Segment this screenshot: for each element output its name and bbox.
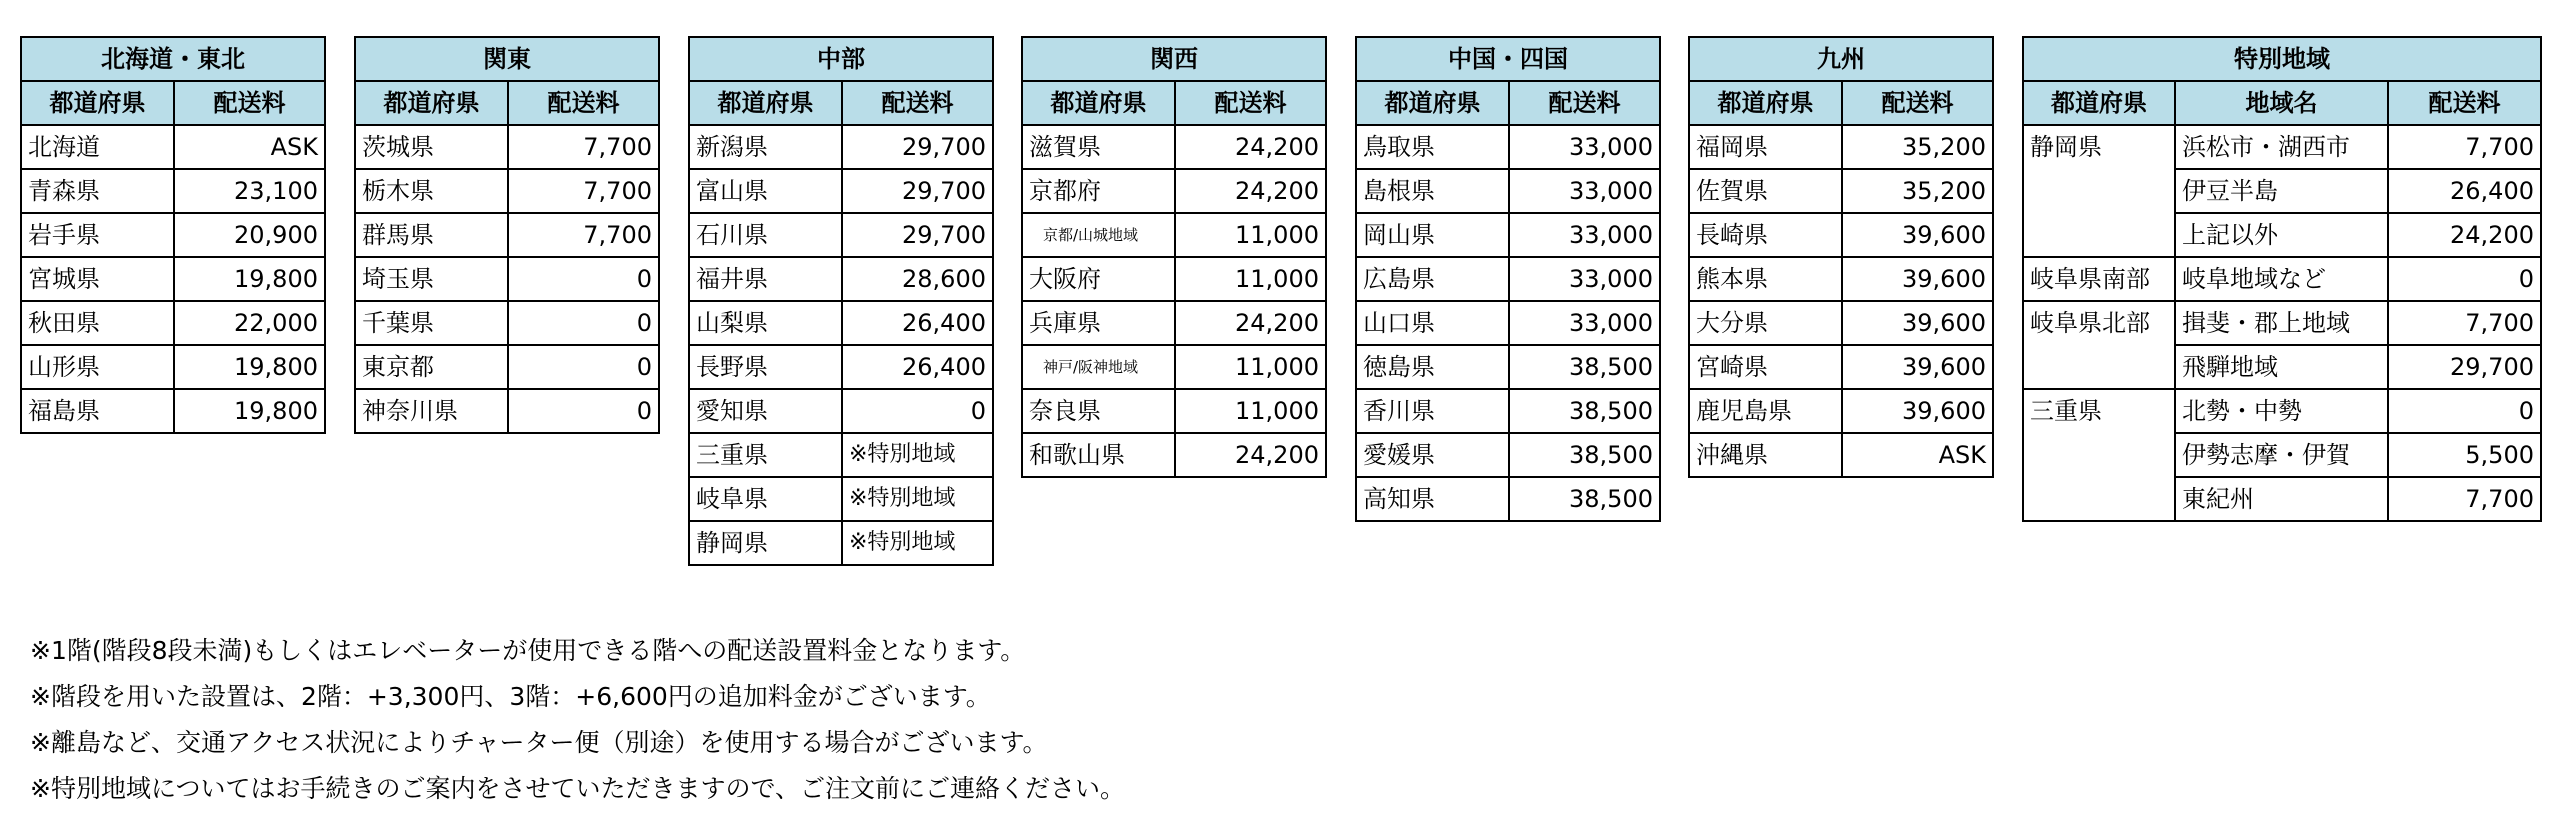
area-name-cell: 揖斐・郡上地域 bbox=[2175, 301, 2388, 345]
table-row bbox=[1689, 257, 1993, 301]
table-row bbox=[2023, 389, 2541, 433]
table-row bbox=[1356, 389, 1660, 433]
fee-cell: 0 bbox=[508, 301, 659, 345]
prefecture-cell: 山梨県 bbox=[689, 301, 842, 345]
prefecture-cell: 富山県 bbox=[689, 169, 842, 213]
table-row bbox=[689, 169, 993, 213]
fee-cell: 38,500 bbox=[1509, 345, 1660, 389]
prefecture-cell: 大分県 bbox=[1689, 301, 1842, 345]
fee-cell: 24,200 bbox=[2388, 213, 2541, 257]
column-header-prefecture: 都道府県 bbox=[1022, 81, 1175, 125]
prefecture-cell: 宮城県 bbox=[21, 257, 174, 301]
fee-cell: 39,600 bbox=[1842, 257, 1993, 301]
fee-cell: 0 bbox=[2388, 257, 2541, 301]
note-line: ※階段を用いた設置は、2階：+3,300円、3階：+6,600円の追加料金がございます。 bbox=[30, 682, 991, 711]
region-title: 特別地域 bbox=[2023, 37, 2541, 81]
fee-cell: 7,700 bbox=[2388, 477, 2541, 521]
fee-cell: 33,000 bbox=[1509, 169, 1660, 213]
fee-cell: 38,500 bbox=[1509, 389, 1660, 433]
prefecture-cell: 千葉県 bbox=[355, 301, 508, 345]
prefecture-cell: 福島県 bbox=[21, 389, 174, 433]
region-table-kansai bbox=[1021, 36, 1327, 478]
fee-cell: 0 bbox=[2388, 389, 2541, 433]
table-row bbox=[2023, 345, 2541, 389]
table-row bbox=[21, 345, 325, 389]
prefecture-cell: 三重県 bbox=[2023, 389, 2175, 433]
fee-cell: 11,000 bbox=[1175, 257, 1326, 301]
area-name-cell: 北勢・中勢 bbox=[2175, 389, 2388, 433]
table-row bbox=[1689, 125, 1993, 169]
table-row bbox=[1022, 433, 1326, 477]
table-row bbox=[1689, 345, 1993, 389]
fee-cell: 19,800 bbox=[174, 257, 325, 301]
fee-cell: 11,000 bbox=[1175, 389, 1326, 433]
table-row bbox=[1022, 389, 1326, 433]
table-row bbox=[21, 213, 325, 257]
fee-cell: 24,200 bbox=[1175, 433, 1326, 477]
prefecture-cell: 熊本県 bbox=[1689, 257, 1842, 301]
fee-cell: 33,000 bbox=[1509, 257, 1660, 301]
prefecture-cell: 京都/山城地域 bbox=[1022, 213, 1175, 257]
prefecture-cell: 群馬県 bbox=[355, 213, 508, 257]
fee-cell: 29,700 bbox=[842, 213, 993, 257]
prefecture-cell: 京都府 bbox=[1022, 169, 1175, 213]
table-row bbox=[355, 125, 659, 169]
table-row bbox=[1689, 169, 1993, 213]
table-row bbox=[21, 301, 325, 345]
table-row bbox=[2023, 433, 2541, 477]
fee-cell: ASK bbox=[1842, 433, 1993, 477]
fee-cell: 29,700 bbox=[842, 125, 993, 169]
prefecture-cell: 広島県 bbox=[1356, 257, 1509, 301]
fee-cell: 7,700 bbox=[2388, 125, 2541, 169]
table-row bbox=[355, 301, 659, 345]
region-title: 関西 bbox=[1022, 37, 1326, 81]
fee-cell: 39,600 bbox=[1842, 389, 1993, 433]
region-table-kanto bbox=[354, 36, 660, 434]
prefecture-cell: 神奈川県 bbox=[355, 389, 508, 433]
table-row bbox=[2023, 257, 2541, 301]
region-title: 九州 bbox=[1689, 37, 1993, 81]
table-row bbox=[1022, 345, 1326, 389]
prefecture-cell: 岩手県 bbox=[21, 213, 174, 257]
fee-cell: 23,100 bbox=[174, 169, 325, 213]
table-row bbox=[1022, 301, 1326, 345]
column-header-prefecture: 都道府県 bbox=[2023, 81, 2175, 125]
prefecture-cell bbox=[2023, 477, 2175, 521]
fee-cell: 26,400 bbox=[842, 301, 993, 345]
fee-cell: 7,700 bbox=[508, 169, 659, 213]
fee-cell: 7,700 bbox=[508, 213, 659, 257]
prefecture-cell: 埼玉県 bbox=[355, 257, 508, 301]
prefecture-cell bbox=[2023, 169, 2175, 213]
region-table-hokkaido-tohoku bbox=[20, 36, 326, 434]
table-row bbox=[1356, 257, 1660, 301]
prefecture-cell: 大阪府 bbox=[1022, 257, 1175, 301]
table-row bbox=[1356, 169, 1660, 213]
region-title: 関東 bbox=[355, 37, 659, 81]
fee-cell: 24,200 bbox=[1175, 169, 1326, 213]
fee-cell: 11,000 bbox=[1175, 345, 1326, 389]
prefecture-cell: 青森県 bbox=[21, 169, 174, 213]
table-row bbox=[21, 257, 325, 301]
fee-cell: 33,000 bbox=[1509, 301, 1660, 345]
prefecture-cell: 岐阜県北部 bbox=[2023, 301, 2175, 345]
table-row bbox=[21, 169, 325, 213]
prefecture-cell: 高知県 bbox=[1356, 477, 1509, 521]
prefecture-cell: 栃木県 bbox=[355, 169, 508, 213]
prefecture-cell: 沖縄県 bbox=[1689, 433, 1842, 477]
prefecture-cell: 愛知県 bbox=[689, 389, 842, 433]
prefecture-cell: 石川県 bbox=[689, 213, 842, 257]
prefecture-cell: 新潟県 bbox=[689, 125, 842, 169]
prefecture-cell bbox=[2023, 213, 2175, 257]
table-row bbox=[689, 521, 993, 565]
table-row bbox=[1356, 345, 1660, 389]
region-table-chugoku-shikoku bbox=[1355, 36, 1661, 522]
note-line: ※1階(階段8段未満)もしくはエレベーターが使用できる階への配送設置料金となります。 bbox=[30, 636, 1026, 665]
fee-cell: 0 bbox=[842, 389, 993, 433]
column-header-prefecture: 都道府県 bbox=[1356, 81, 1509, 125]
fee-cell: 19,800 bbox=[174, 389, 325, 433]
prefecture-cell: 山形県 bbox=[21, 345, 174, 389]
column-header-prefecture: 都道府県 bbox=[1689, 81, 1842, 125]
fee-cell: 33,000 bbox=[1509, 213, 1660, 257]
table-row bbox=[1689, 389, 1993, 433]
prefecture-cell: 和歌山県 bbox=[1022, 433, 1175, 477]
table-row bbox=[355, 213, 659, 257]
prefecture-cell: 長崎県 bbox=[1689, 213, 1842, 257]
table-row bbox=[689, 389, 993, 433]
table-row bbox=[1022, 125, 1326, 169]
area-name-cell: 浜松市・湖西市 bbox=[2175, 125, 2388, 169]
table-row bbox=[355, 169, 659, 213]
fee-cell: 24,200 bbox=[1175, 125, 1326, 169]
table-row bbox=[2023, 477, 2541, 521]
table-row bbox=[21, 125, 325, 169]
table-row bbox=[1689, 433, 1993, 477]
fee-cell: 24,200 bbox=[1175, 301, 1326, 345]
fee-cell: 7,700 bbox=[2388, 301, 2541, 345]
table-row bbox=[1356, 477, 1660, 521]
table-row bbox=[2023, 301, 2541, 345]
table-row bbox=[689, 301, 993, 345]
table-row bbox=[1022, 257, 1326, 301]
area-name-cell: 岐阜地域など bbox=[2175, 257, 2388, 301]
prefecture-cell: 三重県 bbox=[689, 433, 842, 477]
table-row bbox=[689, 433, 993, 477]
prefecture-cell: 静岡県 bbox=[689, 521, 842, 565]
column-header-fee: 配送料 bbox=[1842, 81, 1993, 125]
table-row bbox=[1356, 125, 1660, 169]
fee-cell: 29,700 bbox=[2388, 345, 2541, 389]
prefecture-cell: 北海道 bbox=[21, 125, 174, 169]
prefecture-cell: 佐賀県 bbox=[1689, 169, 1842, 213]
fee-cell: 26,400 bbox=[842, 345, 993, 389]
fee-cell: 35,200 bbox=[1842, 169, 1993, 213]
fee-cell: 38,500 bbox=[1509, 477, 1660, 521]
column-header-fee: 配送料 bbox=[2388, 81, 2541, 125]
region-title: 北海道・東北 bbox=[21, 37, 325, 81]
fee-cell: ※特別地域 bbox=[842, 433, 993, 477]
table-row bbox=[1356, 301, 1660, 345]
area-name-cell: 飛騨地域 bbox=[2175, 345, 2388, 389]
region-table-kyushu bbox=[1688, 36, 1994, 478]
prefecture-cell bbox=[2023, 433, 2175, 477]
prefecture-cell: 滋賀県 bbox=[1022, 125, 1175, 169]
prefecture-cell: 長野県 bbox=[689, 345, 842, 389]
fee-cell: 0 bbox=[508, 389, 659, 433]
fee-cell: ASK bbox=[174, 125, 325, 169]
prefecture-cell: 香川県 bbox=[1356, 389, 1509, 433]
area-name-cell: 上記以外 bbox=[2175, 213, 2388, 257]
fee-cell: 39,600 bbox=[1842, 345, 1993, 389]
fee-cell: 5,500 bbox=[2388, 433, 2541, 477]
table-row bbox=[689, 477, 993, 521]
region-title: 中部 bbox=[689, 37, 993, 81]
prefecture-cell: 秋田県 bbox=[21, 301, 174, 345]
fee-cell: 39,600 bbox=[1842, 213, 1993, 257]
prefecture-cell: 宮崎県 bbox=[1689, 345, 1842, 389]
prefecture-cell: 福井県 bbox=[689, 257, 842, 301]
fee-cell: 28,600 bbox=[842, 257, 993, 301]
column-header-prefecture: 都道府県 bbox=[355, 81, 508, 125]
table-row bbox=[1356, 213, 1660, 257]
column-header-area: 地域名 bbox=[2175, 81, 2388, 125]
region-title: 中国・四国 bbox=[1356, 37, 1660, 81]
fee-cell: 29,700 bbox=[842, 169, 993, 213]
fee-cell: 38,500 bbox=[1509, 433, 1660, 477]
prefecture-cell: 愛媛県 bbox=[1356, 433, 1509, 477]
table-row bbox=[355, 345, 659, 389]
prefecture-cell: 兵庫県 bbox=[1022, 301, 1175, 345]
column-header-fee: 配送料 bbox=[1175, 81, 1326, 125]
column-header-fee: 配送料 bbox=[508, 81, 659, 125]
fee-cell: 19,800 bbox=[174, 345, 325, 389]
fee-cell: 39,600 bbox=[1842, 301, 1993, 345]
table-row bbox=[689, 125, 993, 169]
table-row bbox=[21, 389, 325, 433]
table-row bbox=[1022, 213, 1326, 257]
table-row bbox=[689, 257, 993, 301]
prefecture-cell: 東京都 bbox=[355, 345, 508, 389]
prefecture-cell: 神戸/阪神地域 bbox=[1022, 345, 1175, 389]
fee-cell: ※特別地域 bbox=[842, 521, 993, 565]
area-name-cell: 伊豆半島 bbox=[2175, 169, 2388, 213]
table-row bbox=[1356, 433, 1660, 477]
fee-cell: 35,200 bbox=[1842, 125, 1993, 169]
table-row bbox=[1689, 213, 1993, 257]
table-row bbox=[355, 389, 659, 433]
column-header-prefecture: 都道府県 bbox=[21, 81, 174, 125]
column-header-fee: 配送料 bbox=[842, 81, 993, 125]
table-row bbox=[2023, 213, 2541, 257]
region-table-chubu bbox=[688, 36, 994, 566]
prefecture-cell: 奈良県 bbox=[1022, 389, 1175, 433]
fee-cell: 0 bbox=[508, 257, 659, 301]
table-row bbox=[689, 213, 993, 257]
table-row bbox=[2023, 169, 2541, 213]
area-name-cell: 伊勢志摩・伊賀 bbox=[2175, 433, 2388, 477]
fee-cell: 26,400 bbox=[2388, 169, 2541, 213]
area-name-cell: 東紀州 bbox=[2175, 477, 2388, 521]
prefecture-cell: 岐阜県 bbox=[689, 477, 842, 521]
prefecture-cell: 島根県 bbox=[1356, 169, 1509, 213]
fee-cell: 33,000 bbox=[1509, 125, 1660, 169]
column-header-fee: 配送料 bbox=[174, 81, 325, 125]
fee-cell: 11,000 bbox=[1175, 213, 1326, 257]
prefecture-cell: 鳥取県 bbox=[1356, 125, 1509, 169]
table-row bbox=[2023, 125, 2541, 169]
note-line: ※離島など、交通アクセス状況によりチャーター便（別途）を使用する場合がございます。 bbox=[30, 728, 1048, 757]
table-row bbox=[689, 345, 993, 389]
prefecture-cell: 鹿児島県 bbox=[1689, 389, 1842, 433]
prefecture-cell: 茨城県 bbox=[355, 125, 508, 169]
prefecture-cell bbox=[2023, 345, 2175, 389]
prefecture-cell: 福岡県 bbox=[1689, 125, 1842, 169]
special-area-table bbox=[2022, 36, 2542, 522]
fee-cell: 22,000 bbox=[174, 301, 325, 345]
prefecture-cell: 山口県 bbox=[1356, 301, 1509, 345]
column-header-prefecture: 都道府県 bbox=[689, 81, 842, 125]
note-line: ※特別地域についてはお手続きのご案内をさせていただきますので、ご注文前にご連絡ください。 bbox=[30, 774, 1125, 803]
table-row bbox=[1022, 169, 1326, 213]
prefecture-cell: 岐阜県南部 bbox=[2023, 257, 2175, 301]
column-header-fee: 配送料 bbox=[1509, 81, 1660, 125]
fee-cell: 20,900 bbox=[174, 213, 325, 257]
table-row bbox=[355, 257, 659, 301]
notes-block bbox=[30, 628, 1125, 812]
prefecture-cell: 静岡県 bbox=[2023, 125, 2175, 169]
fee-cell: 7,700 bbox=[508, 125, 659, 169]
table-row bbox=[1689, 301, 1993, 345]
fee-cell: ※特別地域 bbox=[842, 477, 993, 521]
fee-cell: 0 bbox=[508, 345, 659, 389]
prefecture-cell: 徳島県 bbox=[1356, 345, 1509, 389]
prefecture-cell: 岡山県 bbox=[1356, 213, 1509, 257]
